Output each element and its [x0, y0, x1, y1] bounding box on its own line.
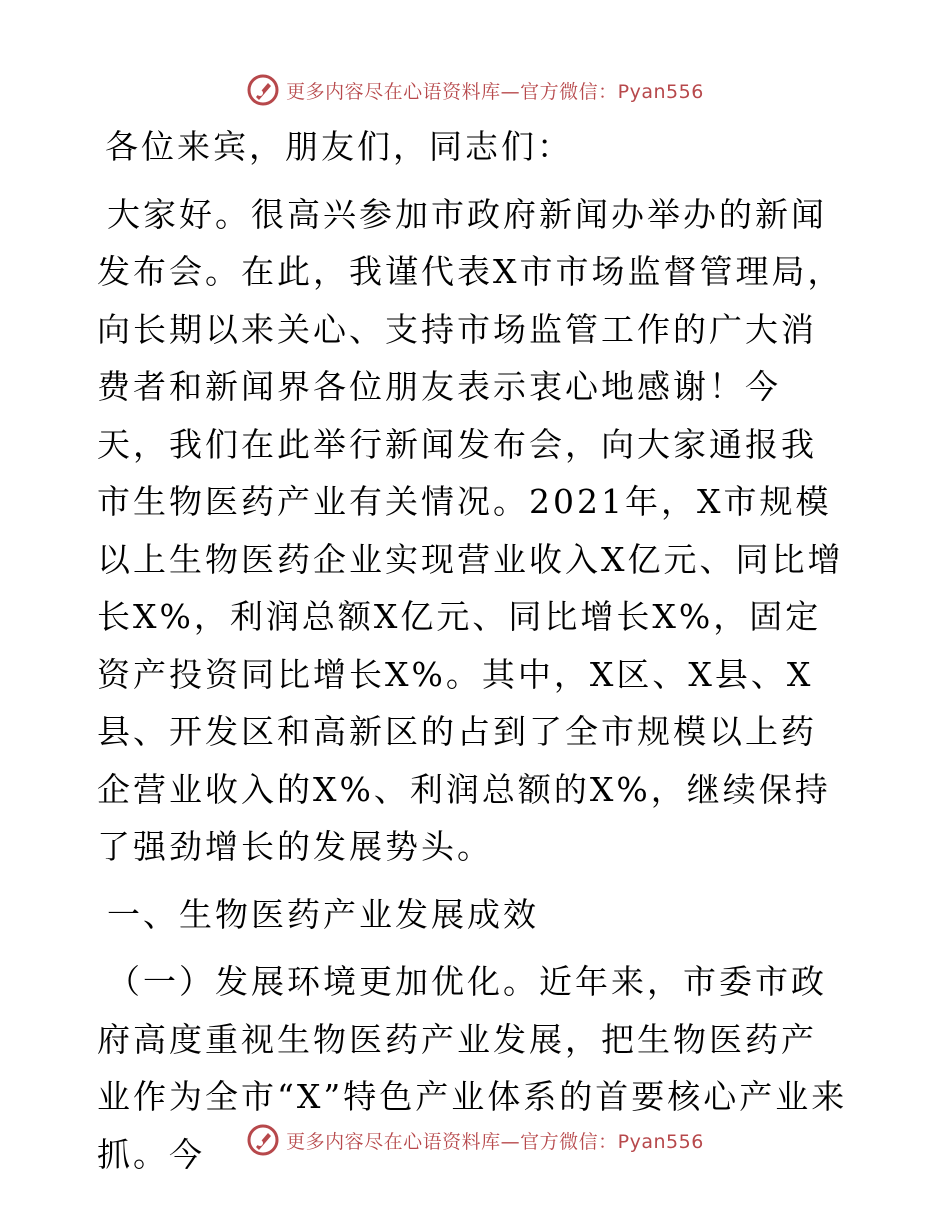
document-body: [97, 118, 849, 1183]
watermark-header: [0, 70, 950, 110]
paragraph-opening: 大家好。很高兴参加市政府新闻办举办的新闻发布会。在此，我谨代表X市市场监督管理局，向长期以来关心、支持市场监管工作的广大消费者和新闻界各位朋友表示衷心地感谢！今天，我们在此举行新闻发布会，向大家通报我市生物医药产业有关情况。2021年，X市规模以上生物医药企业实现营业收入X亿元、同比增长X%，利润总额X亿元、同比增长X%，固定资产投资同比增长X%。其中，X区、X县、X县、开发区和高新区的占到了全市规模以上药企营业收入的X%、利润总额的X%，继续保持了强劲增长的发展势头。: [97, 194, 844, 866]
watermark-text: 更多内容尽在心语资料库—官方微信：Pyan556: [286, 80, 704, 103]
paragraph-development: （一）发展环境更加优化。近年来，市委市政府高度重视生物医药产业发展，把生物医药产业作为全市“X”特色产业体系的首要核心产业来抓。今: [97, 962, 848, 1174]
pen-seal-icon: [246, 73, 280, 107]
section-heading: 一、生物医药产业发展成效: [107, 894, 539, 934]
pen-seal-icon: [246, 1123, 280, 1157]
watermark-text: 更多内容尽在心语资料库—官方微信：Pyan556: [286, 1130, 704, 1153]
watermark-footer: [0, 1120, 950, 1160]
salutation: 各位来宾，朋友们，同志们：: [105, 127, 573, 166]
